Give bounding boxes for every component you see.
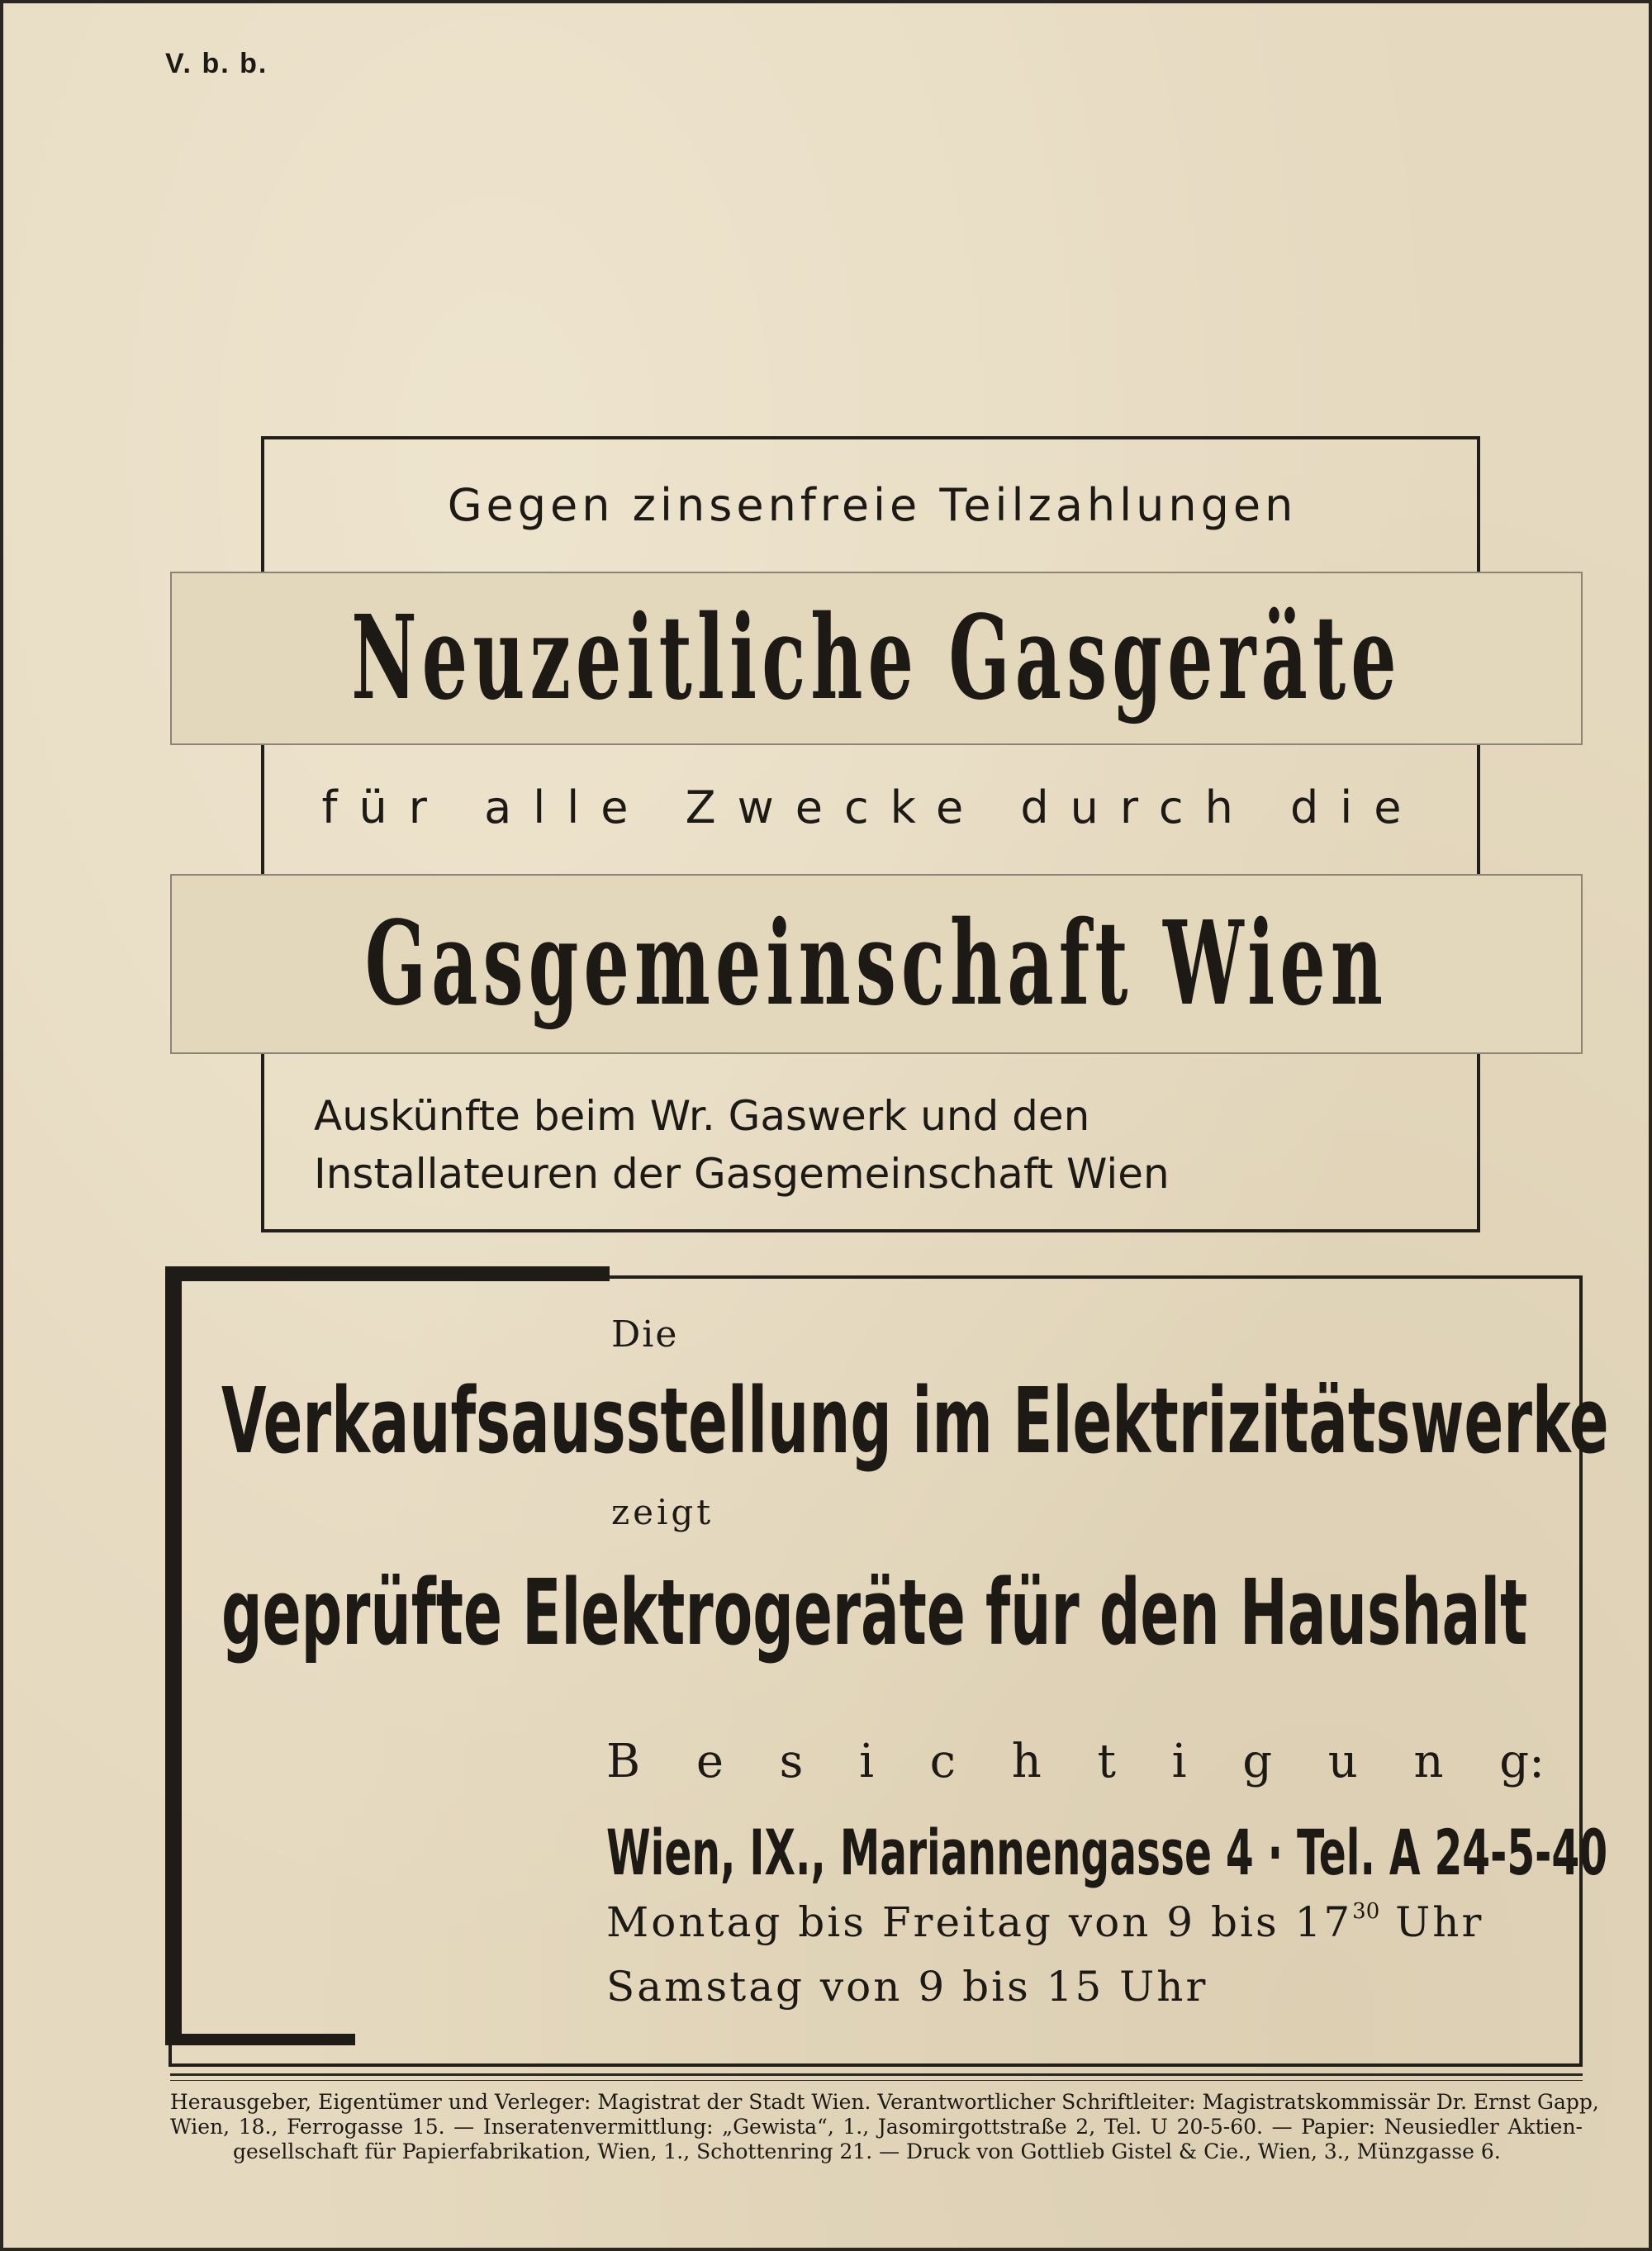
besichtigung-letter: g: (1499, 1735, 1545, 1788)
besichtigung-letter: c (929, 1735, 957, 1788)
electric-ad-hours-saturday: Samstag von 9 bis 15 Uhr (606, 1963, 1208, 2011)
besichtigung-letter: u (1327, 1735, 1358, 1788)
footer-rule-thin (170, 2080, 1583, 2081)
electric-ad-headline: Verkaufsausstellung im Elektrizitätswerke (221, 1368, 1609, 1474)
hours-weekday-unit: Uhr (1379, 1898, 1484, 1946)
gas-ad-company: Gasgemeinschaft Wien (364, 896, 1389, 1032)
electric-ad-hours-weekday (606, 1898, 1483, 1946)
besichtigung-letter: t (1097, 1735, 1116, 1788)
electric-ad-subheadline: geprüfte Elektrogeräte für den Haushalt (221, 1560, 1528, 1665)
electric-ad-besichtigung (606, 1735, 1545, 1788)
hours-weekday-text: Montag bis Freitag von 9 bis 17 (606, 1898, 1353, 1946)
gas-ad-info-line2: Installateuren der Gasgemeinschaft Wien (314, 1150, 1170, 1198)
gas-ad-intro: Gegen zinsenfreie Teilzahlungen (447, 479, 1298, 531)
besichtigung-letter: B (606, 1735, 641, 1788)
electric-ad-thick-border-left (165, 1266, 182, 2043)
hours-weekday-minutes: 30 (1352, 1899, 1380, 1924)
electric-ad-die: Die (611, 1313, 679, 1356)
gas-ad-info-line1: Auskünfte beim Wr. Gaswerk und den (314, 1092, 1090, 1140)
imprint (170, 2090, 1599, 2164)
gas-ad-headline-band (170, 572, 1583, 745)
besichtigung-letter: e (695, 1735, 724, 1788)
imprint-line: gesellschaft für Papierfabrikation, Wien, 1., Schottenring 21. — Druck von Gottlieb Gistel & Cie., Wien, 3., Münzgasse 6. (233, 2139, 1501, 2163)
besichtigung-letter: i (859, 1735, 874, 1788)
gas-ad-subline: für alle Zwecke durch die (321, 781, 1423, 833)
electric-ad-address: Wien, IX., Mariannengasse 4 · Tel. A 24-5-40 (606, 1816, 1608, 1889)
gas-ad-info (314, 1087, 1470, 1203)
besichtigung-letter: h (1011, 1735, 1042, 1788)
besichtigung-letter: g (1242, 1735, 1273, 1788)
electric-ad-zeigt: zeigt (611, 1492, 714, 1532)
besichtigung-letter: n (1413, 1735, 1444, 1788)
imprint-line: Wien, 18., Ferrogasse 15. — Inseratenvermittlung: „Gewista“, 1., Jasomirgottstraße 2, Tel. U 20-5-60. — Papier: Neusiedler Aktien- (170, 2115, 1583, 2139)
electric-ad-thick-border-bottom (165, 2034, 355, 2045)
footer-rule (170, 2073, 1583, 2076)
gas-ad-company-band (170, 874, 1583, 1054)
imprint-line: Herausgeber, Eigentümer und Verleger: Magistrat der Stadt Wien. Verantwortlicher Schriftleiter: Magistratskommissär Dr. Ernst Gapp, (170, 2090, 1599, 2114)
besichtigung-letter: s (779, 1735, 804, 1788)
besichtigung-letter: i (1171, 1735, 1187, 1788)
electric-ad-thick-border-top (165, 1266, 610, 1281)
gas-ad-headline: Neuzeitliche Gasgeräte (351, 591, 1402, 726)
postal-mark: V. b. b. (165, 48, 268, 79)
